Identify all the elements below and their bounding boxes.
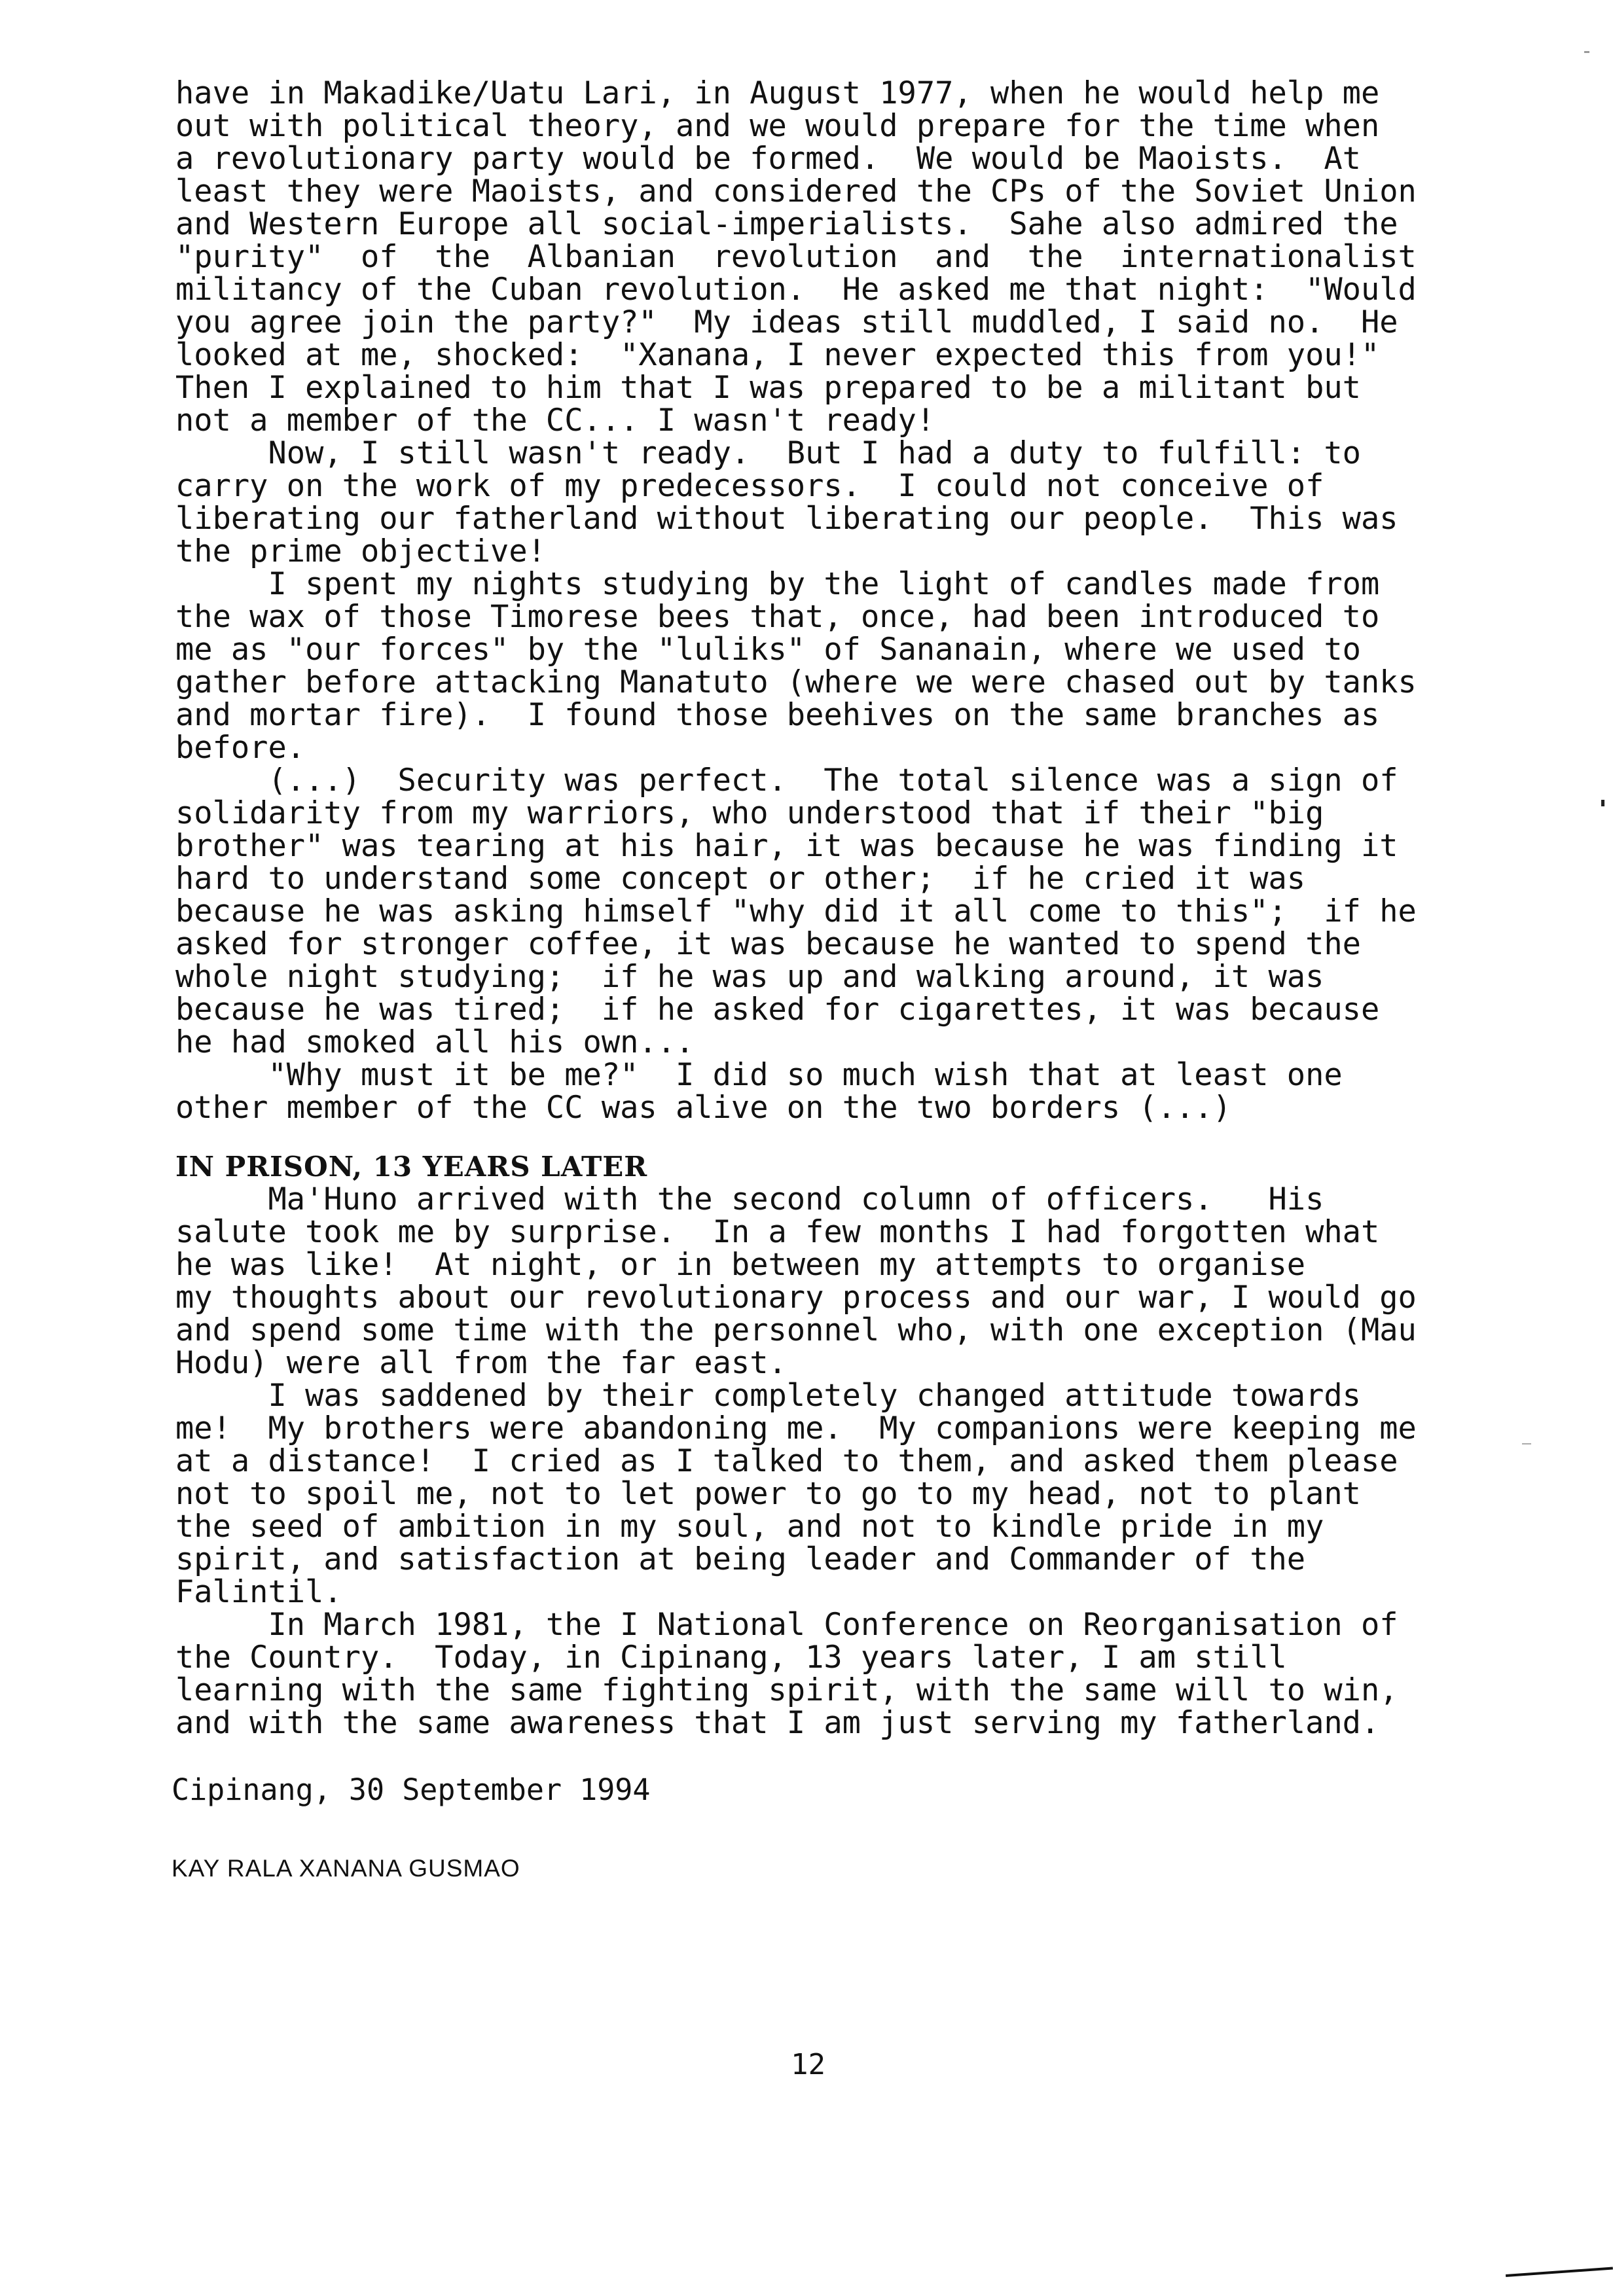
text-line: "Why must it be me?" I did so much wish that at least one [175,1057,1343,1093]
text-line: militancy of the Cuban revolution. He asked me that night: "Would [175,272,1417,308]
text-line: learning with the same fighting spirit, with the same will to win, [175,1672,1398,1708]
text-line: whole night studying; if he was up and walking around, it was [175,959,1324,995]
scan-speck [1584,51,1589,53]
text-line: out with political theory, and we would prepare for the time when [175,108,1380,144]
text-line: In March 1981, the I National Conference on Reorganisation of [175,1607,1398,1643]
text-line: Falintil. [175,1574,342,1610]
page-number: 12 [791,2048,825,2081]
text-line: because he was tired; if he asked for cigarettes, it was because [175,992,1380,1028]
text-line: the seed of ambition in my soul, and not to kindle pride in my [175,1509,1324,1545]
text-line: because he was asking himself "why did it all come to this"; if he [175,893,1417,929]
text-line: solidarity from my warriors, who understood that if their "big [175,795,1324,831]
text-line: other member of the CC was alive on the two borders (...) [175,1090,1231,1126]
text-line: he had smoked all his own... [175,1024,695,1060]
text-line: before. [175,730,306,766]
text-line: you agree join the party?" My ideas still muddled, I said no. He [175,304,1398,340]
text-line: have in Makadike/Uatu Lari, in August 1977, when he would help me [175,75,1380,111]
text-line: he was like! At night, or in between my attempts to organise [175,1247,1306,1283]
text-line: Hodu) were all from the far east. [175,1345,787,1381]
text-line: and mortar fire). I found those beehives on the same branches as [175,697,1380,733]
text-line: the wax of those Timorese bees that, once, had been introduced to [175,599,1380,635]
text-line: Ma'Huno arrived with the second column of officers. His [175,1181,1324,1217]
text-line: Then I explained to him that I was prepared to be a militant but [175,370,1361,406]
scan-speck [1601,800,1604,806]
text-line: at a distance! I cried as I talked to them, and asked them please [175,1443,1398,1479]
text-line: the Country. Today, in Cipinang, 13 years later, I am still [175,1640,1287,1676]
text-line: a revolutionary party would be formed. We would be Maoists. At [175,141,1361,177]
text-line: and spend some time with the personnel who, with one exception (Mau [175,1312,1417,1348]
text-line: I spent my nights studying by the light of candles made from [175,566,1380,602]
text-line: my thoughts about our revolutionary process and our war, I would go [175,1280,1417,1316]
text-line: and Western Europe all social-imperialists. Sahe also admired the [175,206,1398,242]
section-heading: IN PRISON, 13 YEARS LATER [175,1151,648,1183]
text-line: liberating our fatherland without liberating our people. This was [175,501,1398,537]
text-line: not a member of the CC... I wasn't ready! [175,403,935,439]
text-line: I was saddened by their completely changed attitude towards [175,1378,1361,1414]
text-line: brother" was tearing at his hair, it was because he was finding it [175,828,1398,864]
text-line: looked at me, shocked: "Xanana, I never expected this from you!" [175,337,1380,373]
text-line: spirit, and satisfaction at being leader and Commander of the [175,1541,1306,1577]
text-line: and with the same awareness that I am just serving my fatherland. [175,1705,1380,1741]
text-line: the prime objective! [175,533,546,569]
text-line: least they were Maoists, and considered the CPs of the Soviet Union [175,173,1417,209]
signature-line: KAY RALA XANANA GUSMAO [172,1855,520,1882]
text-line: Now, I still wasn't ready. But I had a duty to fulfill: to [175,435,1361,471]
scan-speck [1522,1443,1531,1444]
text-line: salute took me by surprise. In a few months I had forgotten what [175,1214,1380,1250]
text-line: asked for stronger coffee, it was because he wanted to spend the [175,926,1361,962]
section-spacer [175,1124,1478,1151]
page-corner-edge [1506,2267,1613,2296]
text-line: carry on the work of my predecessors. I could not conceive of [175,468,1324,504]
text-line: (...) Security was perfect. The total silence was a sign of [175,762,1398,798]
text-line: me! My brothers were abandoning me. My companions were keeping me [175,1410,1417,1446]
letter-body [175,77,1478,1740]
text-line: me as "our forces" by the "luliks" of Sananain, where we used to [175,632,1361,668]
text-line: hard to understand some concept or other; if he cried it was [175,861,1306,897]
text-line: "purity" of the Albanian revolution and the internationalist [175,239,1417,275]
text-line: not to spoil me, not to let power to go to my head, not to plant [175,1476,1361,1512]
place-and-date: Cipinang, 30 September 1994 [172,1772,651,1807]
text-line: gather before attacking Manatuto (where we were chased out by tanks [175,664,1417,700]
